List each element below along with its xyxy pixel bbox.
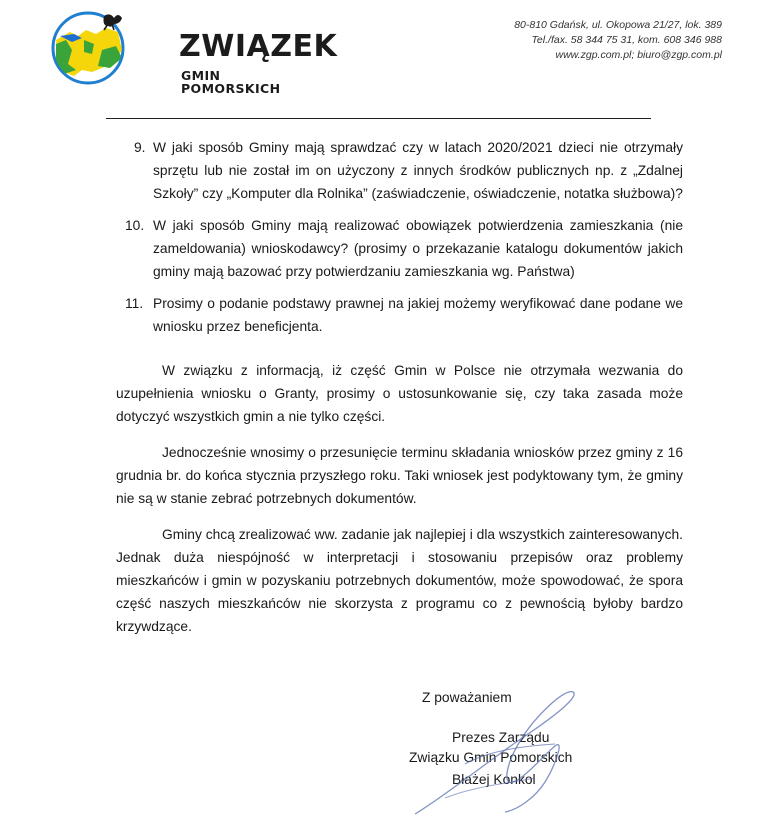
question-number: 9. (134, 140, 146, 155)
contact-info (514, 18, 722, 63)
signature-organization: Związku Gmin Pomorskich (409, 750, 573, 765)
logo-subtitle: GMIN POMORSKICH (181, 68, 281, 96)
body-paragraph: Gminy chcą zrealizować ww. zadanie jak najlepiej i dla wszystkich zainteresowanych. Jednak duża niespójność w interpretacji i stosowaniu przepisów oraz problemy mieszkańców i gmin w pozyskaniu potrzebnych dokumentów, może spowodować, że spora część naszych mieszkańców nie skorzysta z programu co z pewnością byłoby bardzo krzywdzące. (116, 527, 683, 634)
letter-body (116, 136, 683, 651)
body-paragraph: W związku z informacją, iż część Gmin w Polsce nie otrzymała wezwania do uzupełnienia wniosku o Granty, prosimy o ustosunkowanie się, czy taka zasada może dotyczyć wszystkich gmin a nie tylko części. (116, 363, 683, 424)
web-email-line: www.zgp.com.pl; biuro@zgp.com.pl (555, 49, 722, 61)
body-paragraph: Jednocześnie wnosimy o przesunięcie terminu składania wniosków przez gminy z 16 grudnia br. do końca stycznia przyszłego roku. Taki wniosek jest podyktowany tym, że gminy nie są w stanie zebrać potrzebnych dokumentów. (116, 445, 683, 506)
question-text: W jaki sposób Gminy mają realizować obowiązek potwierdzenia zamieszkania (nie zameldowania) wnioskodawcy? (prosimy o przekazanie katalogu dokumentów jakich gminy mają bazować przy potwierdzaniu zamieszkania wg. Państwa) (153, 218, 683, 279)
header-divider (106, 118, 651, 119)
question-item (116, 136, 683, 205)
question-text: Prosimy o podanie podstawy prawnej na jakiej możemy weryfikować dane podane we wniosku przez beneficjenta. (153, 296, 683, 334)
question-number: 11. (125, 296, 144, 311)
signature-title: Prezes Zarządu (452, 730, 550, 745)
logo-title: ZWIĄZEK (179, 29, 338, 64)
question-number: 10. (125, 218, 145, 233)
question-text: W jaki sposób Gminy mają sprawdzać czy w latach 2020/2021 dzieci nie otrzymały sprzętu lub nie został im on użyczony z innych środków publicznych np. z „Zdalnej Szkoły” czy „Komputer dla Rolnika” (zaświadczenie, oświadczenie, notatka służbowa)? (153, 140, 683, 201)
address-line: 80-810 Gdańsk, ul. Okopowa 21/27, lok. 389 (514, 19, 722, 31)
signature-block (405, 686, 625, 826)
signature-name: Błażej Konkol (452, 772, 536, 787)
question-item (116, 292, 683, 338)
organization-logo (48, 10, 338, 96)
signature-greeting: Z poważaniem (422, 690, 512, 705)
question-item (116, 214, 683, 283)
phone-line: Tel./fax. 58 344 75 31, kom. 608 346 988 (531, 34, 722, 46)
